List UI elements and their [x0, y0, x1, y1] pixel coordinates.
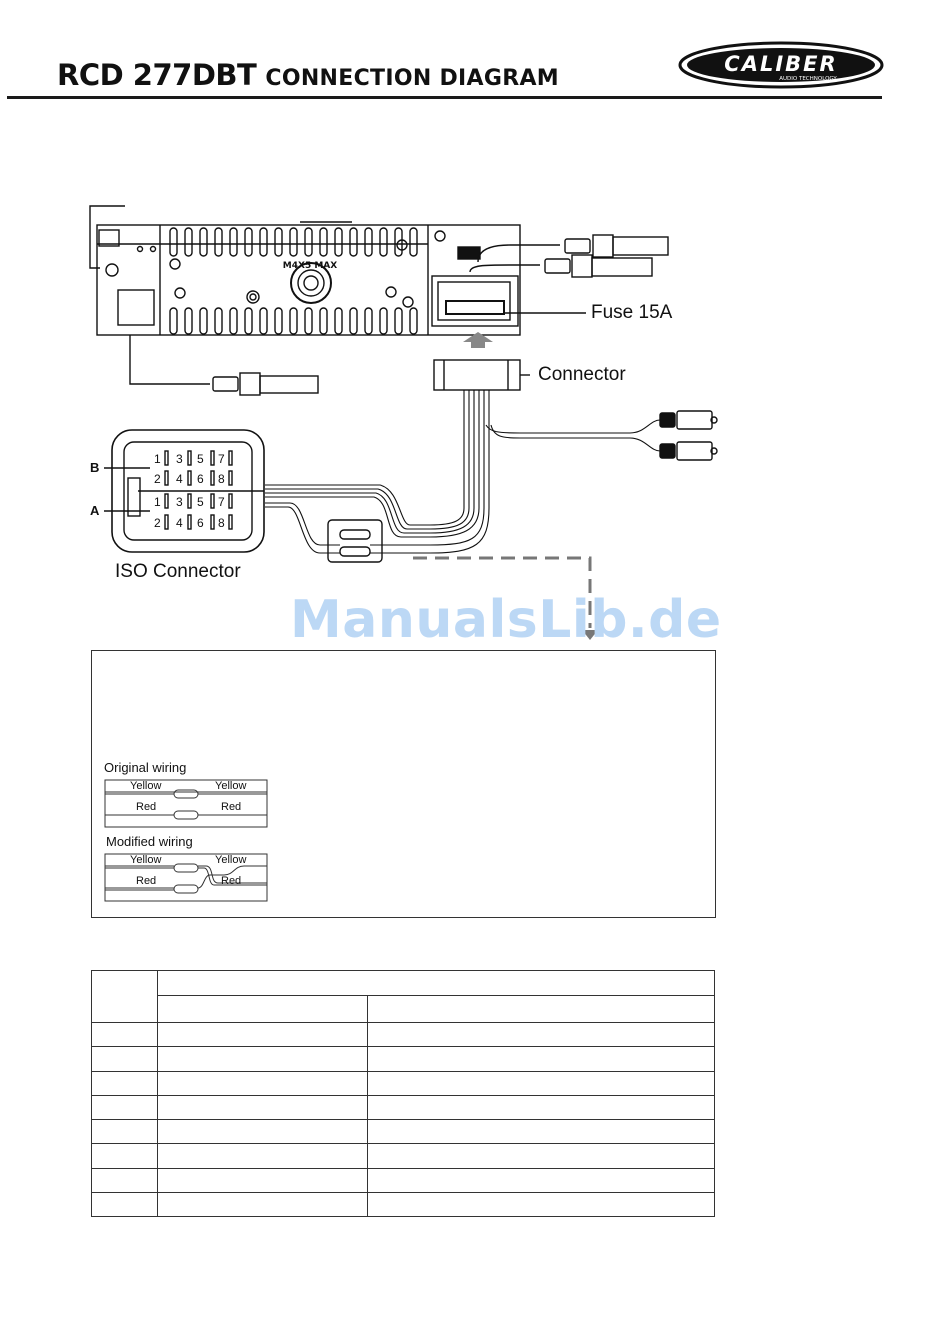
table-row: [92, 1120, 715, 1144]
table-header-cell: [158, 996, 368, 1023]
mod-yellow-right: Yellow: [215, 854, 247, 866]
logo-text: CALIBER: [724, 52, 838, 76]
fuse-holder: [446, 301, 504, 314]
logo-tagline: AUDIO TECHNOLOGY: [779, 76, 837, 82]
fuse-label: Fuse 15A: [591, 302, 673, 323]
table-header-cell: [158, 971, 715, 996]
orig-yellow-left: Yellow: [130, 780, 162, 792]
original-wiring-title: Original wiring: [104, 760, 187, 775]
table-row: [92, 1168, 715, 1192]
table-row: [92, 1095, 715, 1119]
port-a-label: A: [90, 503, 100, 518]
modified-wiring-title: Modified wiring: [106, 834, 193, 849]
mounting-bracket: [90, 206, 125, 268]
watermark: ManualsLib.de: [290, 590, 722, 650]
svg-text:7: 7: [218, 452, 225, 466]
table-row: [92, 1023, 715, 1047]
svg-text:1: 1: [154, 495, 161, 509]
table-row: [92, 1071, 715, 1095]
cable-bundle: [265, 390, 660, 553]
svg-text:8: 8: [218, 472, 225, 486]
model-name: RCD 277DBT: [57, 58, 257, 92]
table-row: [92, 1192, 715, 1216]
diagram-subtitle: CONNECTION DIAGRAM: [265, 66, 559, 91]
orig-red-right: Red: [221, 801, 242, 813]
orig-yellow-right: Yellow: [215, 780, 247, 792]
mod-red-left: Red: [136, 875, 157, 887]
table-row: [92, 1047, 715, 1071]
svg-text:4: 4: [176, 516, 183, 530]
mod-red-right: Red: [221, 875, 242, 887]
svg-text:3: 3: [176, 495, 183, 509]
svg-text:5: 5: [197, 452, 204, 466]
connector-block: [434, 360, 520, 390]
orig-red-left: Red: [136, 801, 157, 813]
svg-text:4: 4: [176, 472, 183, 486]
table-header-cell: [92, 971, 158, 1023]
svg-text:2: 2: [154, 472, 161, 486]
svg-text:5: 5: [197, 495, 204, 509]
port-b-label: B: [90, 460, 100, 475]
svg-text:6: 6: [197, 472, 204, 486]
connector-label: Connector: [538, 364, 626, 385]
knob-label: M4X5 MAX: [282, 261, 338, 271]
svg-text:3: 3: [176, 452, 183, 466]
svg-text:2: 2: [154, 516, 161, 530]
iso-connector-label: ISO Connector: [115, 561, 241, 582]
table-header-cell: [368, 996, 715, 1023]
svg-text:7: 7: [218, 495, 225, 509]
table-row: [92, 1144, 715, 1168]
svg-text:1: 1: [154, 452, 161, 466]
svg-text:8: 8: [218, 516, 225, 530]
pin-assignment-table: [91, 970, 715, 1217]
mod-yellow-left: Yellow: [130, 854, 162, 866]
svg-text:6: 6: [197, 516, 204, 530]
